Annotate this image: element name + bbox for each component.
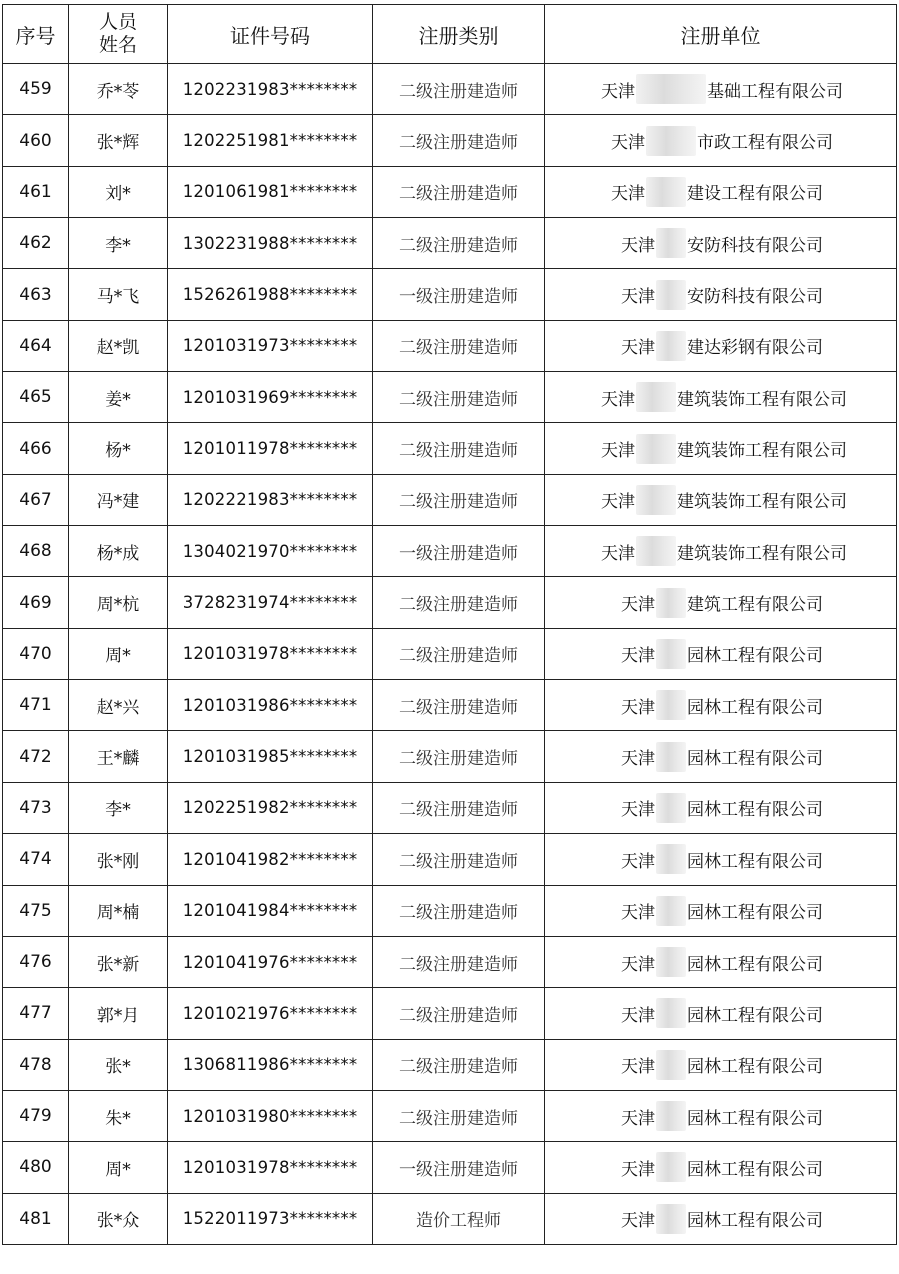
redaction-blur (656, 947, 686, 977)
cell-category: 二级注册建造师 (373, 834, 545, 885)
cell-seq: 466 (3, 423, 69, 474)
cell-name: 冯*建 (69, 474, 168, 525)
redaction-blur (656, 742, 686, 772)
table-row (3, 577, 897, 628)
redaction-blur (656, 280, 686, 310)
redaction-blur (636, 485, 676, 515)
unit-suffix: 市政工程有限公司 (697, 133, 833, 154)
cell-unit (545, 577, 897, 628)
table-row (3, 115, 897, 166)
header-name-line2: 姓名 (98, 34, 137, 56)
cell-id: 1201031973******** (168, 320, 373, 371)
redaction-blur (656, 588, 686, 618)
table-row (3, 1039, 897, 1090)
unit-suffix: 建筑工程有限公司 (687, 595, 823, 616)
cell-category: 二级注册建造师 (373, 166, 545, 217)
cell-name: 姜* (69, 372, 168, 423)
cell-seq: 464 (3, 320, 69, 371)
cell-id: 1202251981******** (168, 115, 373, 166)
cell-unit (545, 115, 897, 166)
unit-prefix: 天津 (621, 1159, 655, 1180)
unit-suffix: 建筑装饰工程有限公司 (677, 543, 847, 564)
table-body (3, 64, 897, 1245)
unit-suffix: 园林工程有限公司 (687, 954, 823, 975)
unit-prefix: 天津 (621, 851, 655, 872)
cell-category: 二级注册建造师 (373, 423, 545, 474)
redaction-blur (656, 228, 686, 258)
unit-text (601, 485, 847, 515)
unit-prefix: 天津 (621, 697, 655, 718)
unit-text (621, 588, 823, 618)
unit-suffix: 园林工程有限公司 (687, 749, 823, 770)
redaction-blur (656, 793, 686, 823)
cell-seq: 475 (3, 885, 69, 936)
table-row (3, 885, 897, 936)
cell-seq: 467 (3, 474, 69, 525)
cell-category: 一级注册建造师 (373, 269, 545, 320)
cell-unit (545, 166, 897, 217)
cell-name: 周* (69, 628, 168, 679)
table-row (3, 64, 897, 115)
cell-unit (545, 628, 897, 679)
redaction-blur (656, 844, 686, 874)
header-category: 注册类别 (373, 5, 545, 64)
registration-table (2, 4, 897, 1245)
cell-category: 二级注册建造师 (373, 1039, 545, 1090)
unit-prefix: 天津 (611, 133, 645, 154)
unit-suffix: 园林工程有限公司 (687, 1057, 823, 1078)
cell-seq: 478 (3, 1039, 69, 1090)
cell-category: 二级注册建造师 (373, 372, 545, 423)
cell-unit (545, 1193, 897, 1244)
table-row (3, 423, 897, 474)
cell-name: 张* (69, 1039, 168, 1090)
redaction-blur (646, 126, 696, 156)
unit-text (621, 998, 823, 1028)
unit-text (621, 742, 823, 772)
unit-suffix: 园林工程有限公司 (687, 800, 823, 821)
unit-text (621, 1204, 823, 1234)
table-row (3, 474, 897, 525)
table-row (3, 988, 897, 1039)
table-row (3, 320, 897, 371)
unit-text (621, 280, 823, 310)
cell-id: 1201061981******** (168, 166, 373, 217)
unit-suffix: 安防科技有限公司 (687, 235, 823, 256)
cell-category: 二级注册建造师 (373, 115, 545, 166)
table-row (3, 628, 897, 679)
unit-suffix: 基础工程有限公司 (707, 81, 843, 102)
table-header (3, 5, 897, 64)
unit-text (621, 896, 823, 926)
unit-suffix: 建设工程有限公司 (687, 184, 823, 205)
unit-prefix: 天津 (621, 1057, 655, 1078)
table-row (3, 1090, 897, 1141)
header-seq: 序号 (3, 5, 69, 64)
unit-suffix: 安防科技有限公司 (687, 287, 823, 308)
unit-suffix: 园林工程有限公司 (687, 1108, 823, 1129)
unit-suffix: 园林工程有限公司 (687, 851, 823, 872)
unit-prefix: 天津 (621, 338, 655, 359)
redaction-blur (656, 1050, 686, 1080)
unit-prefix: 天津 (601, 389, 635, 410)
header-name (69, 5, 168, 64)
cell-unit (545, 936, 897, 987)
cell-category: 造价工程师 (373, 1193, 545, 1244)
unit-prefix: 天津 (621, 903, 655, 924)
unit-suffix: 园林工程有限公司 (687, 903, 823, 924)
cell-name: 朱* (69, 1090, 168, 1141)
cell-id: 1526261988******** (168, 269, 373, 320)
unit-prefix: 天津 (601, 492, 635, 513)
cell-id: 1201031985******** (168, 731, 373, 782)
cell-seq: 477 (3, 988, 69, 1039)
unit-text (611, 126, 833, 156)
unit-text (621, 1152, 823, 1182)
unit-suffix: 建筑装饰工程有限公司 (677, 441, 847, 462)
cell-name: 杨*成 (69, 526, 168, 577)
cell-name: 刘* (69, 166, 168, 217)
redaction-blur (656, 998, 686, 1028)
cell-unit (545, 64, 897, 115)
cell-name: 马*飞 (69, 269, 168, 320)
cell-name: 周* (69, 1142, 168, 1193)
cell-category: 二级注册建造师 (373, 988, 545, 1039)
cell-unit (545, 680, 897, 731)
cell-id: 1304021970******** (168, 526, 373, 577)
cell-name: 杨* (69, 423, 168, 474)
cell-name: 王*麟 (69, 731, 168, 782)
cell-id: 1202231983******** (168, 64, 373, 115)
table-row (3, 218, 897, 269)
unit-text (621, 844, 823, 874)
cell-seq: 474 (3, 834, 69, 885)
unit-text (621, 1050, 823, 1080)
cell-name: 李* (69, 782, 168, 833)
cell-unit (545, 372, 897, 423)
unit-prefix: 天津 (621, 595, 655, 616)
unit-suffix: 园林工程有限公司 (687, 1159, 823, 1180)
cell-category: 二级注册建造师 (373, 64, 545, 115)
cell-seq: 470 (3, 628, 69, 679)
redaction-blur (656, 1204, 686, 1234)
header-id: 证件号码 (168, 5, 373, 64)
cell-seq: 468 (3, 526, 69, 577)
unit-text (621, 639, 823, 669)
cell-name: 赵*凯 (69, 320, 168, 371)
cell-seq: 460 (3, 115, 69, 166)
cell-category: 二级注册建造师 (373, 628, 545, 679)
unit-prefix: 天津 (621, 954, 655, 975)
redaction-blur (636, 74, 706, 104)
unit-suffix: 建筑装饰工程有限公司 (677, 492, 847, 513)
cell-id: 1306811986******** (168, 1039, 373, 1090)
cell-id: 1302231988******** (168, 218, 373, 269)
cell-unit (545, 526, 897, 577)
table-row (3, 269, 897, 320)
cell-category: 二级注册建造师 (373, 474, 545, 525)
redaction-blur (636, 536, 676, 566)
cell-seq: 463 (3, 269, 69, 320)
cell-category: 二级注册建造师 (373, 218, 545, 269)
unit-suffix: 园林工程有限公司 (687, 646, 823, 667)
redaction-blur (656, 639, 686, 669)
header-row (3, 5, 897, 64)
unit-text (621, 228, 823, 258)
cell-id: 1202251982******** (168, 782, 373, 833)
cell-name: 周*楠 (69, 885, 168, 936)
unit-text (611, 177, 823, 207)
cell-unit (545, 1142, 897, 1193)
cell-category: 二级注册建造师 (373, 782, 545, 833)
table-row (3, 166, 897, 217)
cell-unit (545, 423, 897, 474)
unit-text (621, 793, 823, 823)
cell-unit (545, 988, 897, 1039)
cell-name: 张*刚 (69, 834, 168, 885)
cell-id: 1201031978******** (168, 1142, 373, 1193)
cell-category: 二级注册建造师 (373, 320, 545, 371)
cell-unit (545, 1039, 897, 1090)
unit-prefix: 天津 (621, 1108, 655, 1129)
cell-name: 周*杭 (69, 577, 168, 628)
redaction-blur (656, 331, 686, 361)
cell-id: 1201031980******** (168, 1090, 373, 1141)
cell-category: 一级注册建造师 (373, 526, 545, 577)
cell-id: 1522011973******** (168, 1193, 373, 1244)
unit-suffix: 园林工程有限公司 (687, 697, 823, 718)
table-row (3, 731, 897, 782)
cell-category: 二级注册建造师 (373, 731, 545, 782)
cell-id: 1201031978******** (168, 628, 373, 679)
cell-unit (545, 269, 897, 320)
cell-seq: 462 (3, 218, 69, 269)
cell-name: 张*众 (69, 1193, 168, 1244)
cell-name: 郭*月 (69, 988, 168, 1039)
unit-prefix: 天津 (601, 543, 635, 564)
unit-text (601, 74, 843, 104)
unit-prefix: 天津 (611, 184, 645, 205)
unit-suffix: 园林工程有限公司 (687, 1211, 823, 1232)
cell-unit (545, 218, 897, 269)
cell-seq: 469 (3, 577, 69, 628)
unit-prefix: 天津 (601, 81, 635, 102)
cell-seq: 481 (3, 1193, 69, 1244)
cell-id: 1202221983******** (168, 474, 373, 525)
unit-text (601, 382, 847, 412)
header-name-line1: 人员 (98, 11, 137, 33)
unit-text (621, 331, 823, 361)
unit-prefix: 天津 (621, 287, 655, 308)
cell-name: 乔*苓 (69, 64, 168, 115)
cell-id: 1201031986******** (168, 680, 373, 731)
cell-category: 二级注册建造师 (373, 885, 545, 936)
cell-id: 1201041982******** (168, 834, 373, 885)
cell-id: 1201021976******** (168, 988, 373, 1039)
header-unit: 注册单位 (545, 5, 897, 64)
cell-unit (545, 320, 897, 371)
redaction-blur (656, 690, 686, 720)
cell-seq: 465 (3, 372, 69, 423)
cell-id: 1201031969******** (168, 372, 373, 423)
unit-suffix: 园林工程有限公司 (687, 1005, 823, 1026)
cell-name: 李* (69, 218, 168, 269)
unit-prefix: 天津 (621, 1005, 655, 1026)
unit-text (601, 434, 847, 464)
unit-text (621, 690, 823, 720)
cell-id: 3728231974******** (168, 577, 373, 628)
table-row (3, 834, 897, 885)
cell-id: 1201041976******** (168, 936, 373, 987)
cell-category: 二级注册建造师 (373, 680, 545, 731)
cell-category: 一级注册建造师 (373, 1142, 545, 1193)
unit-prefix: 天津 (621, 1211, 655, 1232)
cell-seq: 476 (3, 936, 69, 987)
cell-seq: 473 (3, 782, 69, 833)
cell-seq: 461 (3, 166, 69, 217)
cell-category: 二级注册建造师 (373, 936, 545, 987)
table-row (3, 1193, 897, 1244)
redaction-blur (656, 896, 686, 926)
table-row (3, 936, 897, 987)
cell-category: 二级注册建造师 (373, 577, 545, 628)
redaction-blur (636, 434, 676, 464)
unit-prefix: 天津 (621, 235, 655, 256)
unit-prefix: 天津 (621, 749, 655, 770)
table-row (3, 526, 897, 577)
table-row (3, 680, 897, 731)
cell-unit (545, 731, 897, 782)
table-row (3, 372, 897, 423)
cell-unit (545, 885, 897, 936)
table-row (3, 1142, 897, 1193)
redaction-blur (656, 1152, 686, 1182)
cell-unit (545, 782, 897, 833)
cell-seq: 459 (3, 64, 69, 115)
unit-text (621, 947, 823, 977)
cell-name: 张*新 (69, 936, 168, 987)
table-row (3, 782, 897, 833)
unit-text (601, 536, 847, 566)
cell-seq: 479 (3, 1090, 69, 1141)
cell-name: 张*辉 (69, 115, 168, 166)
cell-id: 1201041984******** (168, 885, 373, 936)
unit-prefix: 天津 (621, 800, 655, 821)
cell-seq: 472 (3, 731, 69, 782)
cell-unit (545, 1090, 897, 1141)
unit-prefix: 天津 (621, 646, 655, 667)
unit-text (621, 1101, 823, 1131)
cell-seq: 480 (3, 1142, 69, 1193)
redaction-blur (656, 1101, 686, 1131)
unit-suffix: 建筑装饰工程有限公司 (677, 389, 847, 410)
redaction-blur (636, 382, 676, 412)
unit-prefix: 天津 (601, 441, 635, 462)
redaction-blur (646, 177, 686, 207)
cell-seq: 471 (3, 680, 69, 731)
cell-category: 二级注册建造师 (373, 1090, 545, 1141)
unit-suffix: 建达彩钢有限公司 (687, 338, 823, 359)
cell-unit (545, 474, 897, 525)
cell-id: 1201011978******** (168, 423, 373, 474)
cell-unit (545, 834, 897, 885)
cell-name: 赵*兴 (69, 680, 168, 731)
